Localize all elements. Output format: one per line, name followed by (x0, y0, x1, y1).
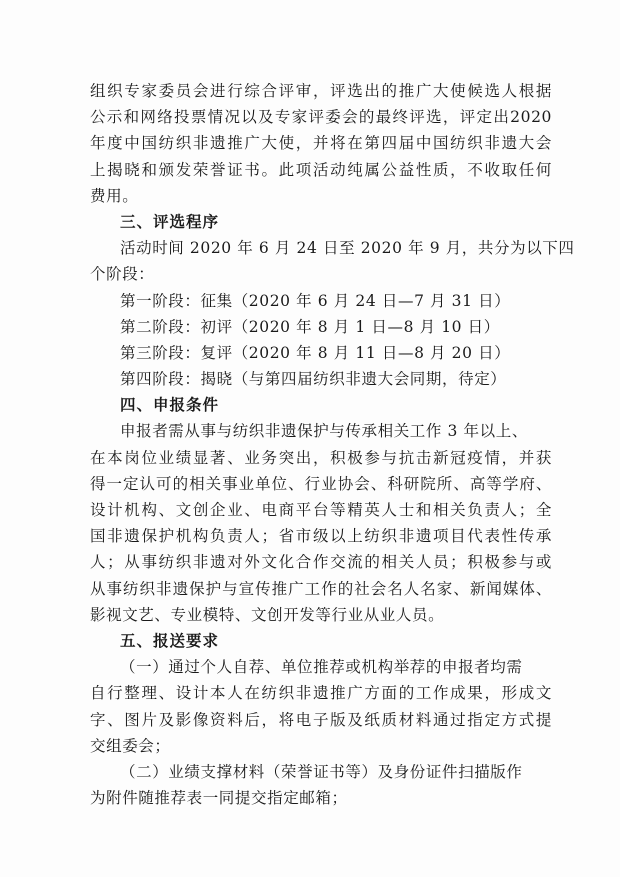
paragraph-line: 个阶段： (90, 265, 155, 284)
paragraph-line: 从事纺织非遗保护与宣传推广工作的社会名人名家、新闻媒体、 (90, 579, 552, 598)
paragraph-line: 费用。 (90, 186, 139, 205)
paragraph-line: 国非遗保护机构负责人；省市级以上纺织非遗项目代表性传承 (90, 527, 552, 546)
paragraph-line: 为附件随推荐表一同提交指定邮箱； (90, 789, 348, 808)
paragraph-line: 第二阶段：初评（2020 年 8 月 1 日—8 月 10 日） (120, 317, 500, 336)
paragraph-line: 上揭晓和颁发荣誉证书。此项活动纯属公益性质，不收取任何 (90, 160, 552, 179)
paragraph-line: 字、图片及影像资料后，将电子版及纸质材料通过指定方式提 (90, 710, 552, 729)
paragraph-line: （一）通过个人自荐、单位推荐或机构举荐的申报者均需 (120, 658, 523, 677)
paragraph-line: 申报者需从事与纺织非遗保护与传承相关工作 3 年以上、 (120, 422, 528, 441)
paragraph-line: 公示和网络投票情况以及专家评委会的最终评选，评定出2020 (90, 108, 552, 127)
section-heading: 五、报送要求 (120, 631, 220, 650)
paragraph-line: 自行整理、设计本人在纺织非遗推广方面的工作成果，形成文 (90, 684, 552, 703)
section-heading: 三、评选程序 (120, 212, 220, 231)
paragraph-line: 第一阶段：征集（2020 年 6 月 24 日—7 月 31 日） (120, 291, 511, 310)
section-heading: 四、申报条件 (120, 396, 220, 415)
paragraph-line: 人；从事纺织非遗对外文化合作交流的相关人员；积极参与或 (90, 553, 552, 572)
paragraph-line: 设计机构、文创企业、电商平台等精英人士和相关负责人；全 (90, 501, 552, 519)
paragraph-line: （二）业绩支撑材料（荣誉证书等）及身份证件扫描版作 (120, 762, 523, 781)
paragraph-line: 年度中国纺织非遗推广大使，并将在第四届中国纺织非遗大会 (90, 134, 552, 153)
paragraph-line: 活动时间 2020 年 6 月 24 日至 2020 年 9 月，共分为以下四 (120, 239, 575, 258)
paragraph-line: 影视文艺、专业模特、文创开发等行业从业人员。 (90, 605, 445, 624)
document-body (90, 78, 575, 811)
paragraph-line: 交组委会； (90, 736, 171, 755)
paragraph-line: 在本岗位业绩显著、业务突出，积极参与抗击新冠疫情，并获 (90, 448, 552, 467)
paragraph-line: 第三阶段：复评（2020 年 8 月 11 日—8 月 20 日） (120, 343, 511, 362)
paragraph-line: 得一定认可的相关事业单位、行业协会、科研院所、高等学府、 (90, 474, 552, 493)
paragraph-line: 第四阶段：揭晓（与第四届纺织非遗大会同期，待定） (120, 370, 507, 389)
paragraph-line: 组织专家委员会进行综合评审，评选出的推广大使候选人根据 (90, 82, 552, 100)
